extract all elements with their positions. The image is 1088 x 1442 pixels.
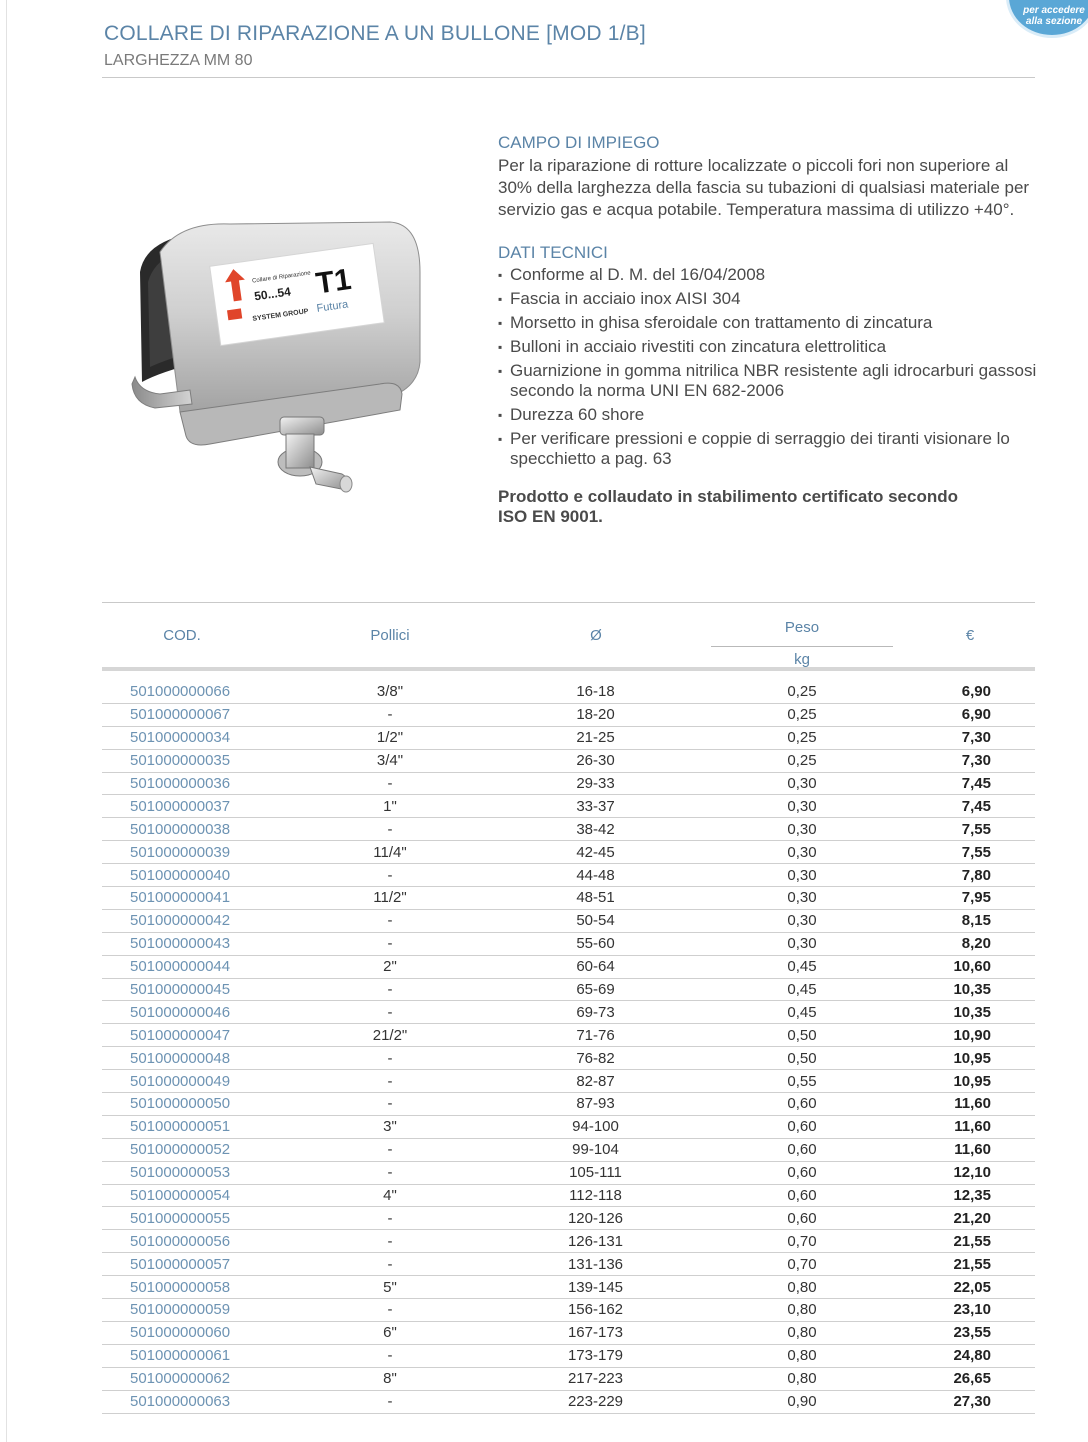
price-table — [102, 602, 1035, 1414]
table-row — [102, 1207, 1035, 1230]
cell-diameter: 76-82 — [576, 1049, 615, 1067]
cell-inches: 3/4" — [376, 752, 404, 770]
cell-diameter: 29-33 — [576, 775, 615, 792]
cell-code: 501000000043 — [130, 935, 231, 953]
label-model-text: T1 — [313, 262, 354, 301]
cell-price: 6,90 — [961, 706, 991, 724]
cell-diameter: 38-42 — [576, 820, 615, 838]
cell-price: 23,55 — [953, 1324, 991, 1342]
cell-diameter: 120-126 — [567, 1209, 624, 1227]
label-size-text: 50...54 — [253, 284, 292, 304]
cell-diameter: 82-87 — [576, 1072, 615, 1090]
cell-weight: 0,30 — [787, 797, 817, 815]
cell-price: 12,10 — [953, 1164, 991, 1182]
cell-price: 7,95 — [961, 889, 991, 907]
table-row — [102, 1162, 1035, 1185]
cell-inches: - — [387, 1393, 393, 1411]
cell-weight: 0,30 — [787, 889, 817, 907]
cell-weight: 0,25 — [787, 729, 817, 747]
badge-line-1: per accedere — [1023, 5, 1085, 16]
cell-price: 10,35 — [953, 981, 991, 999]
table-row — [102, 750, 1035, 773]
cell-inches: - — [387, 1301, 393, 1319]
cell-weight: 0,60 — [787, 1141, 817, 1159]
table-row — [102, 841, 1035, 864]
cell-weight: 0,45 — [787, 981, 817, 999]
spec-item: ▪ Bulloni in acciaio rivestiti con zincatura elettrolitica — [498, 337, 1038, 357]
cell-diameter: 126-131 — [567, 1232, 624, 1250]
page-left-border — [6, 0, 7, 1442]
cell-weight: 0,25 — [787, 706, 817, 724]
cell-code: 501000000037 — [130, 797, 231, 815]
spec-item: ▪ Conforme al D. M. del 16/04/2008 — [498, 265, 1038, 285]
cell-code: 501000000049 — [130, 1072, 231, 1090]
cell-price: 8,15 — [961, 912, 991, 930]
table-row — [102, 1185, 1035, 1208]
cell-diameter: 71-76 — [576, 1026, 615, 1044]
cell-price: 23,10 — [953, 1301, 991, 1319]
cell-diameter: 26-30 — [576, 752, 615, 770]
cell-inches: 3" — [383, 1118, 397, 1136]
cell-weight: 0,30 — [787, 843, 817, 861]
section-access-badge[interactable] — [1006, 0, 1088, 38]
table-row — [102, 910, 1035, 933]
cell-code: 501000000061 — [130, 1347, 231, 1365]
cell-code: 501000000056 — [130, 1232, 231, 1250]
cell-weight: 0,55 — [787, 1072, 817, 1090]
cell-inches: - — [387, 866, 393, 884]
cell-code: 501000000042 — [130, 912, 231, 930]
label-brand-text: SYSTEM GROUP — [252, 308, 309, 323]
cell-weight: 0,90 — [787, 1393, 817, 1411]
cell-diameter: 21-25 — [576, 729, 615, 747]
cell-weight: 0,80 — [787, 1347, 817, 1365]
cell-code: 501000000058 — [130, 1278, 231, 1296]
cell-diameter: 16-18 — [576, 683, 615, 701]
cell-price: 11,60 — [954, 1141, 991, 1159]
table-row — [102, 1139, 1035, 1162]
spec-item: ▪ Per verificare pressioni e coppie di serraggio dei tiranti visionare lo specchietto a pag. 63 — [498, 429, 1038, 469]
label-futura-text: Futura — [315, 298, 349, 315]
cell-inches: 3/8" — [376, 683, 404, 701]
table-row — [102, 1299, 1035, 1322]
cell-weight: 0,60 — [787, 1187, 817, 1205]
table-row — [102, 795, 1035, 818]
cell-inches: - — [387, 1255, 393, 1273]
cell-code: 501000000060 — [130, 1324, 231, 1342]
cell-price: 11,60 — [954, 1118, 991, 1136]
cell-weight: 0,30 — [787, 775, 817, 792]
cell-diameter: 50-54 — [576, 912, 615, 930]
cell-diameter: 112-118 — [569, 1187, 622, 1205]
table-row — [102, 1047, 1035, 1070]
spec-item: ▪ Guarnizione in gomma nitrilica NBR resistente agli idrocarburi gassosi secondo la norma UNI EN 682-2006 — [498, 361, 1038, 401]
cell-weight: 0,25 — [787, 683, 817, 701]
cell-weight: 0,60 — [787, 1164, 817, 1182]
cell-price: 26,65 — [953, 1370, 991, 1388]
cell-price: 10,95 — [953, 1049, 991, 1067]
cell-inches: - — [387, 935, 393, 953]
usage-title: CAMPO DI IMPIEGO — [498, 133, 660, 152]
usage-text: Per la riparazione di rotture localizzate o piccoli fori non superiore al 30% della larghezza della fascia su tubazioni di qualsiasi materiale per servizio gas e acqua potabile. Temperatura massima di utilizzo +40°. — [498, 156, 1030, 219]
table-row — [102, 1116, 1035, 1139]
cell-price: 21,55 — [953, 1232, 991, 1250]
cell-code: 501000000052 — [130, 1141, 231, 1159]
cell-weight: 0,80 — [787, 1278, 817, 1296]
table-row — [102, 727, 1035, 750]
cell-code: 501000000066 — [130, 683, 231, 701]
table-row — [102, 1345, 1035, 1368]
cell-inches: - — [387, 1164, 393, 1182]
cell-code: 501000000062 — [130, 1370, 231, 1388]
cell-inches: - — [387, 1095, 393, 1113]
cell-price: 21,55 — [953, 1255, 991, 1273]
cell-price: 6,90 — [961, 683, 991, 701]
cell-price: 10,95 — [953, 1072, 991, 1090]
cell-code: 501000000047 — [130, 1026, 231, 1044]
cell-inches: 2" — [383, 958, 397, 976]
cell-code: 501000000039 — [130, 843, 231, 861]
cell-weight: 0,60 — [787, 1095, 817, 1113]
certification-note: Prodotto e collaudato in stabilimento certificato secondo ISO EN 9001. — [498, 487, 958, 526]
spec-list — [498, 265, 1038, 469]
cell-diameter: 156-162 — [567, 1301, 624, 1319]
cell-diameter: 217-223 — [567, 1370, 624, 1388]
cell-diameter: 44-48 — [576, 866, 615, 884]
page-title: COLLARE DI RIPARAZIONE A UN BULLONE [MOD 1/B] — [104, 22, 646, 45]
cell-diameter: 99-104 — [572, 1141, 619, 1159]
cell-price: 7,45 — [961, 797, 991, 815]
cell-code: 501000000050 — [130, 1095, 231, 1113]
label-small-text: Collare di Riparazione — [251, 270, 312, 285]
cell-inches: 1" — [383, 797, 397, 815]
cell-diameter: 131-136 — [567, 1255, 624, 1273]
cell-code: 501000000057 — [130, 1255, 231, 1273]
spec-item: ▪ Durezza 60 shore — [498, 405, 1038, 425]
cell-code: 501000000035 — [130, 752, 231, 770]
cell-diameter: 167-173 — [567, 1324, 624, 1342]
cell-diameter: 18-20 — [576, 706, 615, 724]
cell-price: 24,80 — [953, 1347, 991, 1365]
cell-code: 501000000055 — [130, 1209, 231, 1227]
cell-weight: 0,45 — [787, 1003, 817, 1021]
table-row — [102, 979, 1035, 1002]
table-row — [102, 1368, 1035, 1391]
header-divider — [102, 77, 1035, 78]
cell-code: 501000000038 — [130, 820, 231, 838]
cell-inches: - — [387, 912, 393, 930]
cell-price: 10,60 — [953, 958, 991, 976]
cell-diameter: 55-60 — [576, 935, 615, 953]
cell-code: 501000000048 — [130, 1049, 231, 1067]
cell-inches: - — [387, 820, 393, 838]
cell-weight: 0,60 — [787, 1118, 817, 1136]
cell-diameter: 60-64 — [576, 958, 615, 976]
cell-inches: 8" — [383, 1370, 397, 1388]
cell-inches: 11/2" — [373, 889, 407, 907]
cell-price: 7,80 — [961, 866, 991, 884]
cell-weight: 0,80 — [787, 1370, 817, 1388]
cell-code: 501000000040 — [130, 866, 231, 884]
cell-inches: 21/2" — [372, 1026, 408, 1044]
cell-price: 27,30 — [953, 1393, 991, 1411]
cell-weight: 0,30 — [787, 935, 817, 953]
product-info — [498, 133, 1038, 527]
cell-code: 501000000067 — [130, 706, 231, 724]
table-row — [102, 887, 1035, 910]
cell-diameter: 173-179 — [567, 1347, 624, 1365]
cell-weight: 0,50 — [787, 1026, 817, 1044]
cell-weight: 0,70 — [787, 1232, 817, 1250]
cell-code: 501000000053 — [130, 1164, 231, 1182]
cell-weight: 0,45 — [787, 958, 817, 976]
cell-weight: 0,30 — [787, 912, 817, 930]
cell-diameter: 42-45 — [576, 843, 615, 861]
cell-code: 501000000051 — [130, 1118, 231, 1136]
cell-weight: 0,25 — [787, 752, 817, 770]
cell-code: 501000000063 — [130, 1393, 231, 1411]
column-header-price: € — [965, 627, 975, 644]
cell-inches: 1/2" — [376, 729, 404, 747]
table-row — [102, 933, 1035, 956]
column-header-weight-unit: kg — [794, 651, 810, 668]
table-row — [102, 773, 1035, 796]
cell-price: 7,55 — [961, 843, 991, 861]
cell-price: 7,55 — [961, 820, 991, 838]
table-row — [102, 956, 1035, 979]
weight-header-divider — [711, 646, 893, 647]
cell-price: 7,30 — [961, 729, 991, 747]
cell-weight: 0,80 — [787, 1301, 817, 1319]
cell-inches: - — [387, 1003, 393, 1021]
table-row — [102, 1276, 1035, 1299]
cell-diameter: 87-93 — [576, 1095, 615, 1113]
cell-price: 10,90 — [953, 1026, 991, 1044]
cell-diameter: 223-229 — [567, 1393, 624, 1411]
table-header-divider — [102, 667, 1035, 671]
cell-diameter: 94-100 — [572, 1118, 619, 1136]
cell-inches: 11/4" — [373, 843, 407, 861]
table-row — [102, 1024, 1035, 1047]
cell-weight: 0,80 — [787, 1324, 817, 1342]
cell-code: 501000000054 — [130, 1187, 231, 1205]
cell-price: 11,60 — [954, 1095, 991, 1113]
table-row — [102, 1253, 1035, 1276]
cell-weight: 0,50 — [787, 1049, 817, 1067]
column-header-code: COD. — [163, 627, 201, 644]
cell-code: 501000000041 — [130, 889, 231, 907]
cell-price: 21,20 — [953, 1209, 991, 1227]
cell-code: 501000000059 — [130, 1301, 231, 1319]
table-row — [102, 1322, 1035, 1345]
cell-inches: - — [387, 1049, 393, 1067]
cell-inches: - — [387, 706, 393, 724]
cell-inches: - — [387, 981, 393, 999]
table-row — [102, 1230, 1035, 1253]
cell-code: 501000000046 — [130, 1003, 231, 1021]
table-row — [102, 681, 1035, 704]
cell-inches: - — [387, 1232, 393, 1250]
table-row — [102, 1093, 1035, 1116]
cell-price: 8,20 — [961, 935, 991, 953]
table-row — [102, 1391, 1035, 1414]
table-row — [102, 818, 1035, 841]
table-row — [102, 704, 1035, 727]
cell-diameter: 139-145 — [567, 1278, 624, 1296]
cell-inches: - — [387, 1072, 393, 1090]
cell-code: 501000000034 — [130, 729, 231, 747]
cell-weight: 0,30 — [787, 820, 817, 838]
spec-item: ▪ Fascia in acciaio inox AISI 304 — [498, 289, 1038, 309]
cell-price: 7,45 — [961, 775, 991, 792]
cell-inches: 6" — [383, 1324, 397, 1342]
spec-item: ▪ Morsetto in ghisa sferoidale con trattamento di zincatura — [498, 313, 1038, 333]
cell-inches: - — [387, 1141, 393, 1159]
cell-code: 501000000045 — [130, 981, 231, 999]
table-body — [102, 681, 1035, 1414]
cell-inches: - — [387, 775, 393, 792]
table-header — [102, 603, 1035, 667]
cell-code: 501000000036 — [130, 775, 231, 792]
cell-weight: 0,70 — [787, 1255, 817, 1273]
cell-weight: 0,60 — [787, 1209, 817, 1227]
cell-inches: - — [387, 1347, 393, 1365]
specs-title: DATI TECNICI — [498, 243, 608, 262]
product-photo — [120, 212, 450, 512]
cell-code: 501000000044 — [130, 958, 231, 976]
column-header-weight: Peso — [784, 619, 820, 636]
cell-price: 12,35 — [953, 1187, 991, 1205]
cell-inches: 5" — [383, 1278, 397, 1296]
badge-line-2: alla sezione — [1025, 16, 1083, 27]
cell-diameter: 33-37 — [576, 797, 615, 815]
cell-price: 22,05 — [953, 1278, 991, 1296]
column-header-diameter: Ø — [590, 627, 602, 644]
cell-price: 7,30 — [961, 752, 991, 770]
cell-diameter: 48-51 — [576, 889, 615, 907]
cell-inches: - — [387, 1209, 393, 1227]
cell-inches: 4" — [383, 1187, 397, 1205]
cell-diameter: 65-69 — [576, 981, 615, 999]
cell-diameter: 105-111 — [569, 1164, 622, 1182]
page-subtitle: LARGHEZZA MM 80 — [104, 52, 253, 69]
table-row — [102, 864, 1035, 887]
table-row — [102, 1001, 1035, 1024]
cell-weight: 0,30 — [787, 866, 817, 884]
cell-diameter: 69-73 — [576, 1003, 615, 1021]
cell-price: 10,35 — [953, 1003, 991, 1021]
column-header-inches: Pollici — [370, 627, 410, 644]
table-row — [102, 1070, 1035, 1093]
